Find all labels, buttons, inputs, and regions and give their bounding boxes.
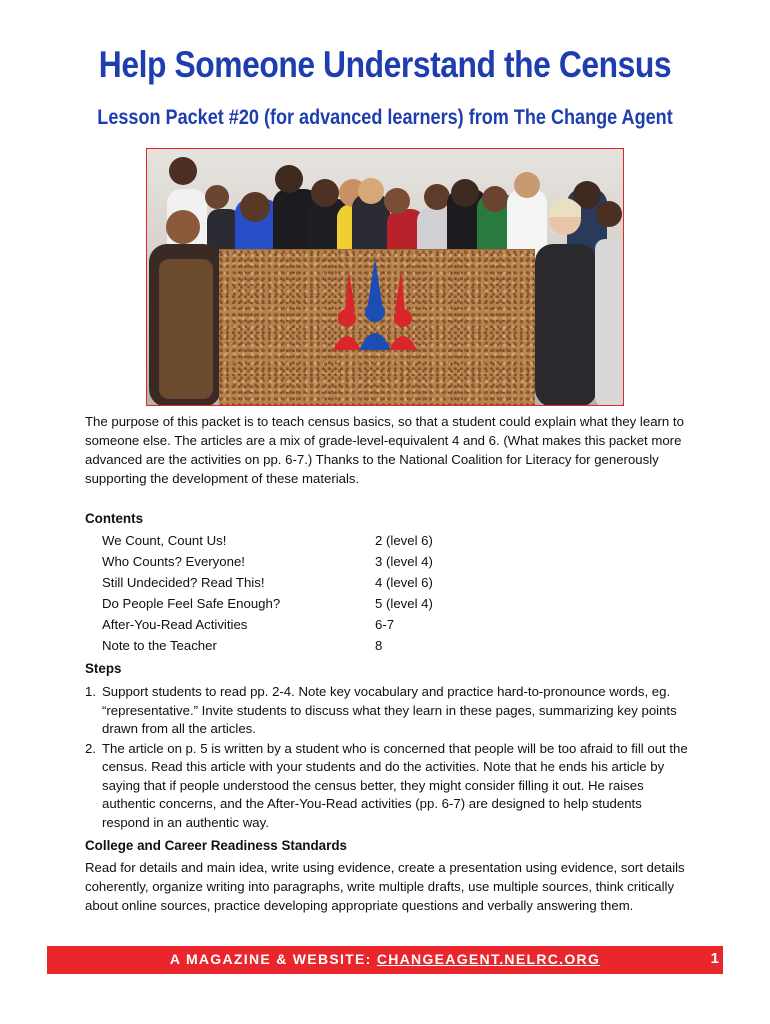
footer-text	[47, 951, 723, 967]
contents-item-page: 4 (level 6)	[375, 575, 433, 590]
contents-item-page: 3 (level 4)	[375, 554, 433, 569]
contents-item	[102, 572, 462, 593]
footer-prefix: A MAGAZINE & WEBSITE:	[169, 951, 377, 967]
step-item	[85, 683, 690, 739]
step-item	[85, 740, 690, 833]
standards-paragraph: Read for details and main idea, write using evidence, create a presentation using evidence, sort details coherently, organize writing into paragraphs, write multiple drafts, use multiple sources, think critically about online sources, practice developing appropriate questions and verbally answering them.	[85, 860, 685, 913]
contents-item	[102, 593, 462, 614]
step-number: 2.	[85, 740, 96, 756]
step-text: The article on p. 5 is written by a student who is concerned that people will be too afraid to fill out the census. Read this article with your students and do the activities. Note that he ends his article by saying that if people understood the census better, they might consider filling it out. He raises authentic concerns, and the After-You-Read activities (pp. 6-7) are designed to help students respond in an authentic way.	[102, 740, 688, 830]
contents-item-title: Who Counts? Everyone!	[102, 554, 245, 569]
contents-item-title: After-You-Read Activities	[102, 617, 248, 632]
page-title: Help Someone Understand the Census	[98, 44, 672, 85]
stand-up-logo-icon	[297, 250, 457, 350]
contents-item-page: 2 (level 6)	[375, 533, 433, 548]
standards-heading: College and Career Readiness Standards	[85, 838, 347, 853]
page-number: 1	[710, 950, 719, 967]
contents-heading: Contents	[85, 511, 144, 526]
page-subtitle: Lesson Packet #20 (for advanced learners) from The Change Agent	[97, 106, 673, 129]
group-photo	[146, 148, 624, 406]
contents-item-title: We Count, Count Us!	[102, 533, 227, 548]
steps-heading: Steps	[85, 661, 122, 676]
step-number: 1.	[85, 684, 96, 699]
contents-item	[102, 614, 462, 635]
contents-item	[102, 530, 462, 551]
intro-paragraph: The purpose of this packet is to teach census basics, so that a student could explain what they learn to someone else. The articles are a mix of grade-level-equivalent 4 and 6. (What makes this packet more advanced are the activities on pp. 6-7.) Thanks to the National Coalition for Literacy for generously supporting the development of these materials.	[85, 414, 684, 486]
contents-item-page: 5 (level 4)	[375, 596, 433, 611]
contents-item-title: Note to the Teacher	[102, 638, 217, 653]
contents-list	[102, 530, 462, 656]
contents-item-title: Still Undecided? Read This!	[102, 575, 265, 590]
contents-item-title: Do People Feel Safe Enough?	[102, 596, 281, 611]
step-text: Support students to read pp. 2-4. Note key vocabulary and practice hard-to-pronounce words, eg. “representative.” Invite students to discuss what they learn in these pages, summarizing key points drawn from all the articles.	[102, 684, 677, 736]
footer-bar	[47, 946, 723, 974]
contents-item-page: 8	[375, 638, 383, 653]
footer-url-link[interactable]: CHANGEAGENT.NELRC.ORG	[376, 951, 601, 967]
contents-item-page: 6-7	[375, 617, 395, 632]
contents-item	[102, 551, 462, 572]
contents-item	[102, 635, 462, 656]
cork-board-sign	[219, 249, 535, 406]
steps-list	[85, 683, 690, 833]
